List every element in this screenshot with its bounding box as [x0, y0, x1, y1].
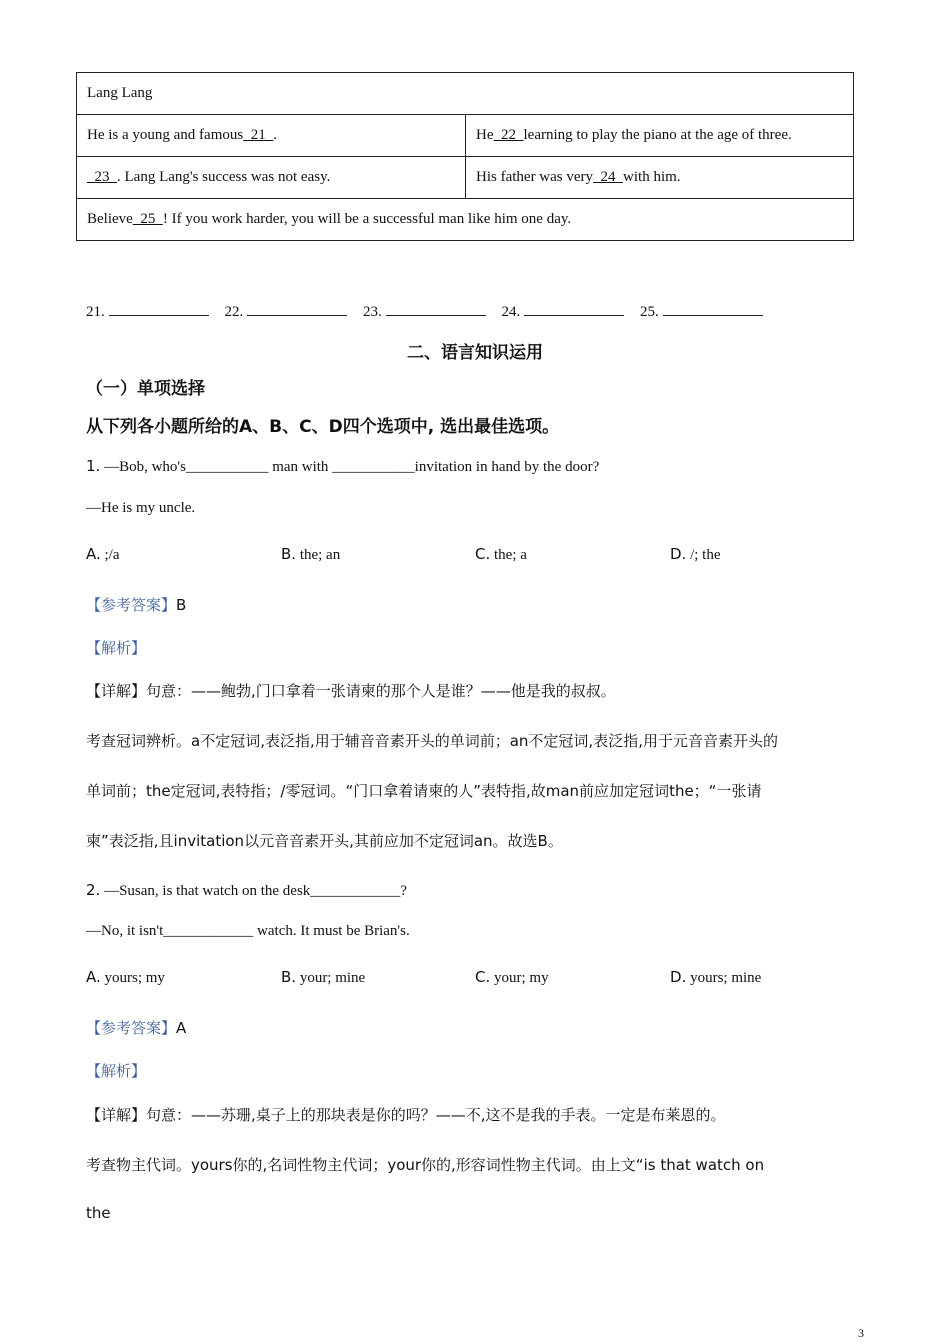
- option-b[interactable]: B. the; an: [281, 545, 341, 563]
- answer-blanks-row: [86, 301, 775, 321]
- blank-24: 24: [593, 169, 624, 185]
- option-c[interactable]: C. your; my: [475, 968, 549, 986]
- explanation-line: 考查冠词辨析。a不定冠词,表泛指,用于辅音音素开头的单词前；an不定冠词,表泛指,用于元音音素开头的: [86, 732, 778, 750]
- answer-blank[interactable]: 25.: [640, 304, 763, 320]
- table-header: Lang Lang: [77, 73, 854, 115]
- table-cell: He is a young and famous 21 .: [77, 115, 466, 157]
- blank-23: 23: [87, 169, 117, 185]
- table-cell: His father was very 24 with him.: [466, 157, 854, 199]
- blank-22: 22: [493, 127, 524, 143]
- option-b[interactable]: B. your; mine: [281, 968, 366, 986]
- instruction: 从下列各小题所给的A、B、C、D四个选项中, 选出最佳选项。: [86, 417, 560, 437]
- detail-text: 【详解】句意：——鲍勃,门口拿着一张请柬的那个人是谁？——他是我的叔叔。: [86, 682, 616, 700]
- option-d[interactable]: D. yours; mine: [670, 968, 762, 986]
- section-title: 二、语言知识运用: [407, 343, 543, 363]
- answer-reference: 【参考答案】A: [86, 1019, 187, 1037]
- answer-blank[interactable]: 23.: [363, 304, 486, 320]
- explanation-line: 单词前；the定冠词,表特指；/零冠词。“门口拿着请柬的人”表特指,故man前应加定冠词the；“一张请: [86, 782, 762, 800]
- option-d[interactable]: D. /; the: [670, 545, 721, 563]
- explanation-line: the: [86, 1204, 111, 1222]
- table-cell: He 22 learning to play the piano at the age of three.: [466, 115, 854, 157]
- sub-title: （一）单项选择: [86, 379, 205, 399]
- blank-21: 21: [243, 127, 274, 143]
- table-cell: 23 . Lang Lang's success was not easy.: [77, 157, 466, 199]
- question-2-reply: —No, it isn't____________ watch. It must be Brian's.: [86, 923, 410, 939]
- option-c[interactable]: C. the; a: [475, 545, 527, 563]
- explanation-line: 考查物主代词。yours你的,名词性物主代词；your你的,形容词性物主代词。由上文“is that watch on: [86, 1156, 765, 1174]
- lang-lang-table: [76, 72, 854, 241]
- answer-blank[interactable]: 21.: [86, 304, 209, 320]
- blank-25: 25: [132, 211, 163, 227]
- explanation-line: 柬”表泛指,且invitation以元音音素开头,其前应加不定冠词an。故选B。: [86, 832, 563, 850]
- analysis-label: 【解析】: [86, 1062, 147, 1080]
- answer-reference: 【参考答案】B: [86, 596, 187, 614]
- page-number: 3: [858, 1326, 864, 1340]
- question-1-reply: —He is my uncle.: [86, 500, 196, 516]
- detail-text: 【详解】句意：——苏珊,桌子上的那块表是你的吗？——不,这不是我的手表。一定是布莱恩的。: [86, 1106, 726, 1124]
- analysis-label: 【解析】: [86, 639, 147, 657]
- answer-blank[interactable]: 24.: [502, 304, 625, 320]
- question-1-stem: 1. —Bob, who's___________ man with ___________invitation in hand by the door?: [86, 457, 600, 475]
- table-cell: Believe 25 ! If you work harder, you will be a successful man like him one day.: [77, 199, 854, 241]
- answer-blank[interactable]: 22.: [225, 304, 348, 320]
- question-2-stem: 2. —Susan, is that watch on the desk____________?: [86, 881, 407, 899]
- option-a[interactable]: A. ;/a: [86, 545, 120, 563]
- option-a[interactable]: A. yours; my: [86, 968, 165, 986]
